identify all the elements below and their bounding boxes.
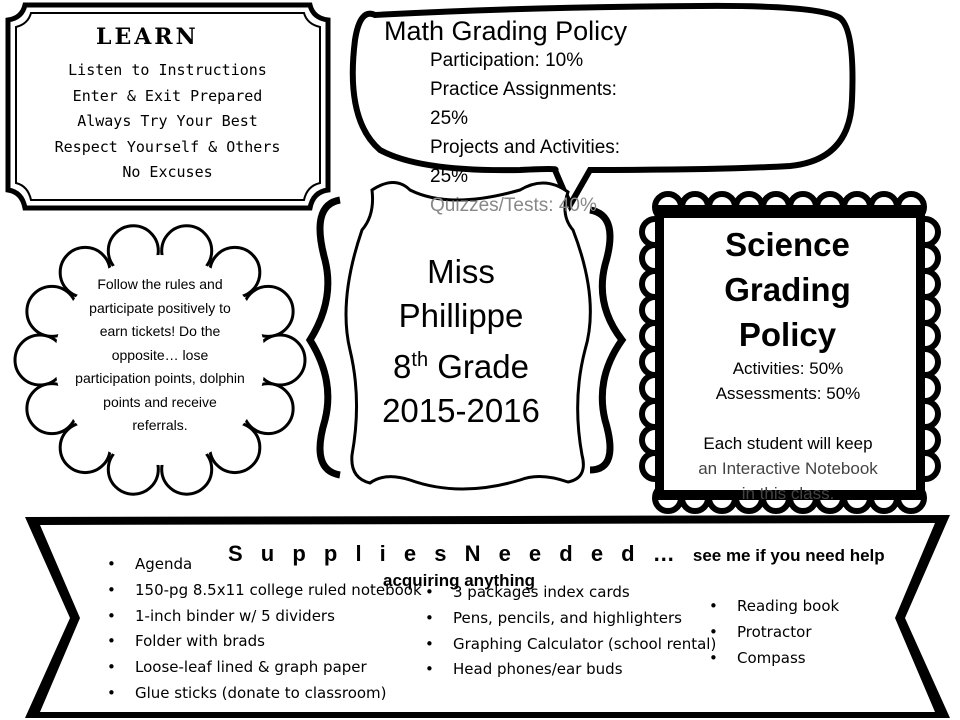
learn-item: Listen to Instructions <box>68 61 267 79</box>
rules-text: Follow the rules and participate positively to earn tickets! Do the opposite… lose participation points, dolphin points and receive referrals. <box>75 276 245 433</box>
science-line: Assessments: 50% <box>715 384 861 403</box>
supplies-list-3 <box>737 594 839 671</box>
list-item: • Protractor <box>737 620 839 646</box>
math-line: Practice Assignments: <box>430 79 617 100</box>
science-line: an Interactive Notebook <box>698 459 878 478</box>
math-line: 25% <box>430 108 469 129</box>
list-item: • 1-inch binder w/ 5 dividers <box>135 604 422 630</box>
science-title <box>665 222 910 357</box>
math-line: Participation: 10% <box>430 50 584 71</box>
science-line <box>668 406 908 431</box>
supplies-list-2 <box>453 580 716 683</box>
list-item: • Reading book <box>737 594 839 620</box>
learn-item: No Excuses <box>122 163 213 181</box>
science-line: in this class. <box>741 484 835 503</box>
science-title-line: Policy <box>738 316 837 353</box>
supplies-heading: S u p p l i e s N e e d e d … <box>228 541 681 566</box>
list-item: • Loose-leaf lined & graph paper <box>135 655 422 681</box>
list-item: • Glue sticks (donate to classroom) <box>135 681 422 707</box>
teacher-info <box>345 250 577 433</box>
learn-list <box>30 58 305 186</box>
supplies-subtitle-2: acquiring anything <box>383 571 536 590</box>
list-item: • Head phones/ear buds <box>453 657 716 683</box>
grade-word: Grade <box>437 348 529 385</box>
math-list <box>430 46 680 220</box>
teacher-grade <box>345 338 577 389</box>
list-item: • Compass <box>737 646 839 672</box>
teacher-name-line1: Miss <box>427 253 495 290</box>
list-item: • 150-pg 8.5x11 college ruled notebook <box>135 578 422 604</box>
school-year: 2015-2016 <box>382 392 540 429</box>
list-item: • Agenda <box>135 552 422 578</box>
science-line: Each student will keep <box>703 434 873 453</box>
supplies-list-1 <box>135 552 422 707</box>
math-title: Math Grading Policy <box>384 16 628 46</box>
math-line: Quizzes/Tests: 40% <box>430 195 597 216</box>
learn-item: Respect Yourself & Others <box>54 137 281 156</box>
grade-suffix: th <box>411 349 429 371</box>
learn-item: Enter & Exit Prepared <box>72 86 263 105</box>
science-title-line: Science <box>725 226 850 263</box>
science-title-line: Grading <box>724 271 851 308</box>
list-item: • Graphing Calculator (school rental) <box>453 632 716 658</box>
list-item: • Pens, pencils, and highlighters <box>453 606 716 632</box>
science-body <box>668 356 908 506</box>
math-line: 25% <box>430 166 469 187</box>
math-line: Projects and Activities: <box>430 137 621 158</box>
learn-title: LEARN <box>96 24 199 50</box>
list-item: • Folder with brads <box>135 629 422 655</box>
grade-number: 8 <box>393 348 412 385</box>
learn-item: Always Try Your Best <box>77 112 258 130</box>
teacher-name-line2: Phillippe <box>398 297 524 334</box>
list-item: • 3 packages index cards <box>453 580 716 606</box>
supplies-subtitle: see me if you need help <box>692 546 885 565</box>
science-line: Activities: 50% <box>732 359 844 378</box>
